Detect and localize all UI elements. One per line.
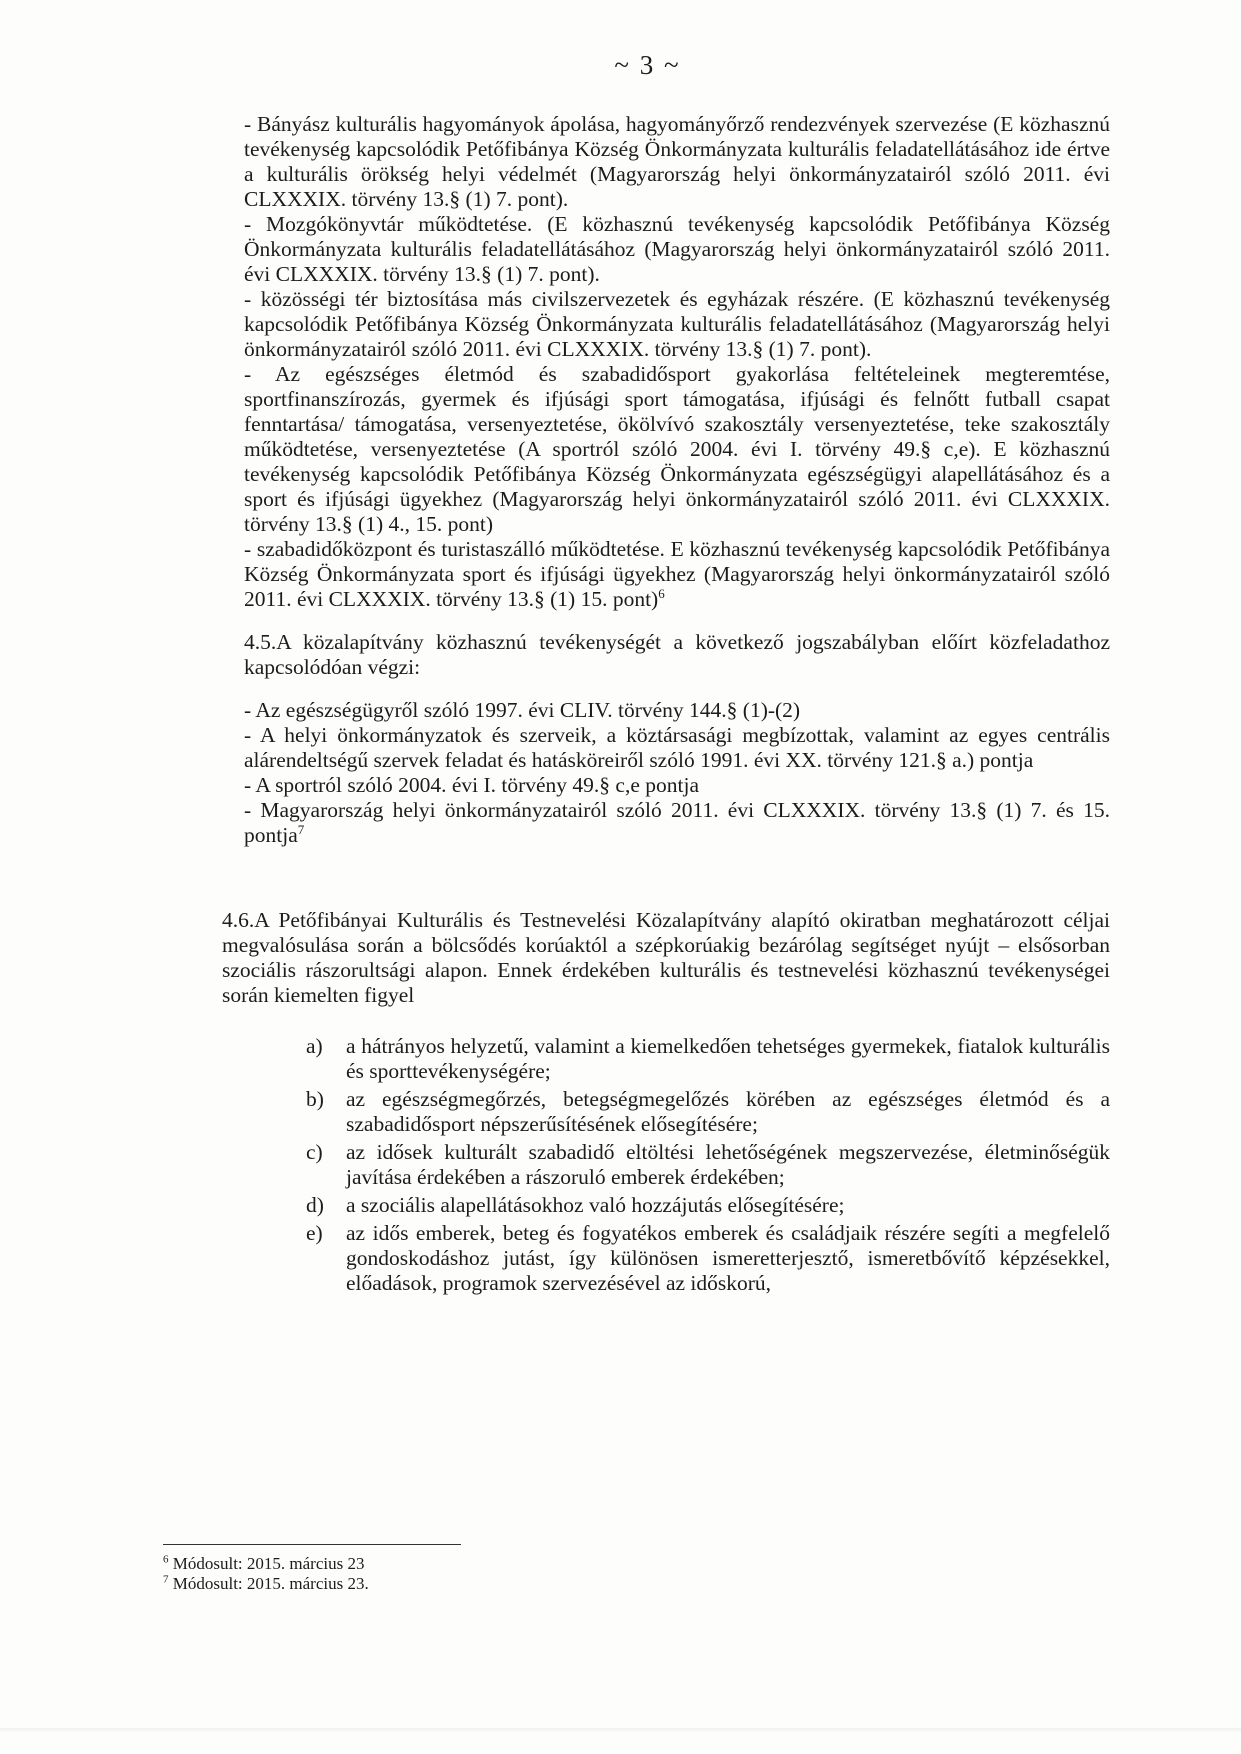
paragraph-mozgokonyvtar: - Mozgókönyvtár működtetése. (E közhasznú tevékenység kapcsolódik Petőfibánya Község Önkormányzata kulturális feladatellátásához (Magyarország helyi önkormányzatairól szóló 2011. évi CLXXXIX. törvény 13.§ (1) 7. pont). xyxy=(244,212,1110,286)
footnotes xyxy=(163,1554,663,1594)
law-item: - A helyi önkormányzatok és szerveik, a köztársasági megbízottak, valamint az egyes centrális alárendeltségű szervek feladat és hatásköreiről szóló 1991. évi XX. törvény 121.§ a.) pontja xyxy=(244,723,1110,772)
section-4-5-text: 4.5.A közalapítvány közhasznú tevékenységét a következő jogszabályban előírt közfeladathoz kapcsolódóan végzi: xyxy=(244,630,1110,679)
footnote-ref-7: 7 xyxy=(297,821,305,837)
list-item-letter: c) xyxy=(306,1140,323,1164)
list-item-letter: a) xyxy=(306,1034,323,1058)
law-item-last xyxy=(244,798,1110,848)
footnote-mark: 7 xyxy=(163,1573,169,1586)
list-item-text: az idős emberek, beteg és fogyatékos emberek és családjaik részére segíti a megfelelő gondoskodáshoz jutást, így különösen ismeretterjesztő, ismeretbővítő képzésekkel, előadások, programok szervezésével az időskorú, xyxy=(346,1221,1110,1295)
list-item xyxy=(306,1034,1110,1084)
section-4-6-list xyxy=(244,1034,1110,1296)
list-item xyxy=(306,1087,1110,1137)
scan-edge-shadow xyxy=(0,1728,1241,1732)
section-4-6-paragraph xyxy=(222,908,1110,1008)
list-item xyxy=(306,1140,1110,1190)
section-4-6-text: Petőfibányai Kulturális és Testnevelési Közalapítvány alapító okiratban meghatározott céljai megvalósulása során a bölcsődés korúaktól a szépkorúakig bezárólag segítséget nyújt – elsősorban szociális rászorultsági alapon. Ennek érdekében kulturális és testnevelési közhasznú tevékenységei során kiemelten figyel xyxy=(222,908,1110,1007)
list-item-letter: e) xyxy=(306,1221,323,1245)
list-item-text: a hátrányos helyzetű, valamint a kiemelkedően tehetséges gyermekek, fiatalok kulturális és sporttevékenységére; xyxy=(346,1034,1110,1083)
section-4-6 xyxy=(222,908,1110,1008)
body-text xyxy=(222,112,1110,1299)
law-item: - A sportról szóló 2004. évi I. törvény 49.§ c,e pontja xyxy=(244,773,700,797)
paragraph-szabadidokozpont xyxy=(244,537,1110,612)
section-4-6-number: 4.6.A xyxy=(222,908,269,932)
list-item xyxy=(306,1221,1110,1296)
paragraph-banyasz: - Bányász kulturális hagyományok ápolása, hagyományőrző rendezvények szervezése (E közhasznú tevékenység kapcsolódik Petőfibánya Község Önkormányzata kulturális feladatellátásához ide értve a kulturális örökség helyi védelmét (Magyarország helyi önkormányzatairól szóló 2011. évi CLXXXIX. törvény 13.§ (1) 7. pont). xyxy=(244,112,1110,211)
footnote-divider xyxy=(163,1544,461,1545)
list-item-text: az idősek kulturált szabadidő eltöltési lehetőségének megszervezése, életminőségük javítása érdekében a rászoruló emberek érdekében; xyxy=(346,1140,1110,1189)
paragraph-szabadidokozpont-text: - szabadidőközpont és turistaszálló működtetése. E közhasznú tevékenység kapcsolódik Petőfibánya Község Önkormányzata sport és ifjúsági ügyekhez (Magyarország helyi önkormányzatairól szóló 2011. évi CLXXXIX. törvény 13.§ (1) 15. pont) xyxy=(244,537,1110,611)
footnote xyxy=(163,1554,663,1574)
law-item-last-text: - Magyarország helyi önkormányzatairól szóló 2011. évi CLXXXIX. törvény 13.§ (1) 7. és 15. pontja xyxy=(244,798,1110,847)
list-item-letter: d) xyxy=(306,1193,324,1217)
footnote-ref-6: 6 xyxy=(658,585,665,601)
page-number: ~ 3 ~ xyxy=(614,50,681,80)
law-item: - Az egészségügyről szóló 1997. évi CLIV. törvény 144.§ (1)-(2) xyxy=(244,698,801,722)
footnote xyxy=(163,1574,663,1594)
list-item-letter: b) xyxy=(306,1087,324,1111)
paragraph-egeszseges-eletmod: - Az egészséges életmód és szabadidősport gyakorlása feltételeinek megteremtése, sportfinanszírozás, gyermek és ifjúsági sport támogatása, ifjúsági és felnőtt futball csapat fenntartása/ támogatása, versenyeztetése, ökölvívó szakosztály versenyeztetése, teke szakosztály működtetése, versenyeztetése (A sportról szóló 2004. évi I. törvény 49.§ c,e). E közhasznú tevékenység kapcsolódik Petőfibánya Község Önkormányzata egészségügyi alapellátásához és a sport és ifjúsági ügyekhez (Magyarország helyi önkormányzatairól szóló 2011. évi CLXXXIX. törvény 13.§ (1) 4., 15. pont) xyxy=(244,362,1110,536)
list-item-text: az egészségmegőrzés, betegségmegelőzés körében az egészséges életmód és a szabadidősport népszerűsítésének elősegítésére; xyxy=(346,1087,1110,1136)
paragraph-kozossegi-ter: - közösségi tér biztosítása más civilszervezetek és egyházak részére. (E közhasznú tevékenység kapcsolódik Petőfibánya Község Önkormányzata kulturális feladatellátásához (Magyarország helyi önkormányzatairól szóló 2011. évi CLXXXIX. törvény 13.§ (1) 7. pont). xyxy=(244,287,1110,361)
list-item xyxy=(306,1193,1110,1218)
list-item-text: a szociális alapellátásokhoz való hozzájutás elősegítésére; xyxy=(346,1193,845,1217)
footnote-mark: 6 xyxy=(163,1553,169,1566)
footnote-text: Módosult: 2015. március 23 xyxy=(172,1554,365,1573)
footnote-text: Módosult: 2015. március 23. xyxy=(172,1574,369,1593)
